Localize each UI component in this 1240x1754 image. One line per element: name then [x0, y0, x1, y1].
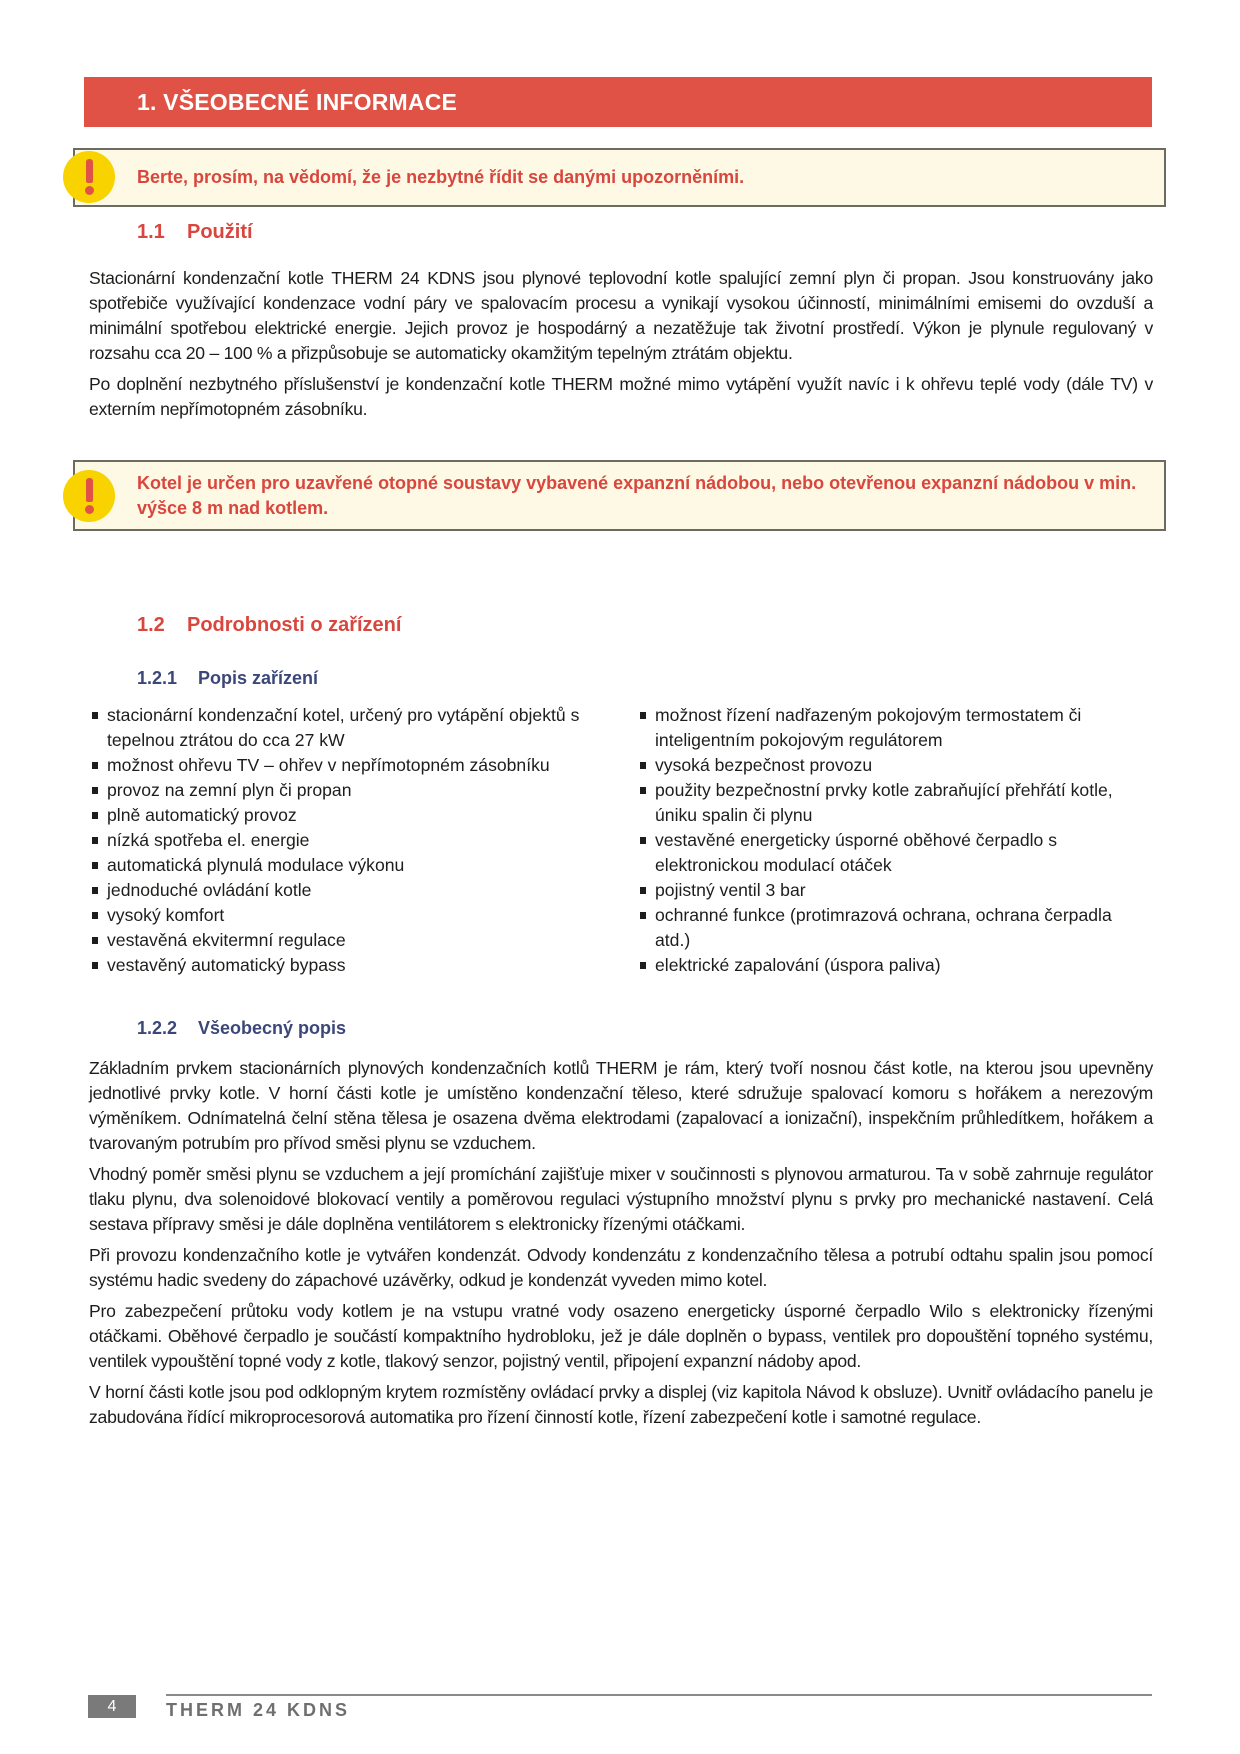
section-title: 1. VŠEOBECNÉ INFORMACE — [137, 89, 458, 115]
bullet-square-icon — [640, 762, 646, 769]
bullet-square-icon — [640, 787, 646, 794]
heading-number: 1.1 — [137, 221, 165, 243]
paragraph: Pro zabezpečení průtoku vody kotlem je na vstupu vratné vody osazeno energeticky úsporné čerpadlo Wilo s elektronicky řízenými otáčkami. Oběhové čerpadlo je součástí kompaktního hydrobloku, jež je dále doplněn o bypass, ventilek pro dopouštění topného systému, ventilek vypouštění topné vody z kotle, tlakový senzor, pojistný ventil, připojení expanzní nádoby apod. — [89, 1301, 1153, 1371]
list-item: vysoká bezpečnost provozu — [640, 753, 1140, 778]
paragraph: Stacionární kondenzační kotle THERM 24 KDNS jsou plynové teplovodní kotle spalující zemní plyn či propan. Jsou konstruovány jako spotřebiče využívající kondenzace vodní páry ve spalovacím procesu a vynikají vysokou účinností, minimálními emisemi do ovzduší a minimální spotřebou elektrické energie. Jejich provoz je hospodárný a nezatěžuje tak životní prostředí. Výkon je plynule regulovaný v rozsahu cca 20 – 100 % a přizpůsobuje se automaticky okamžitým tepelným ztrátám objektu. — [89, 268, 1153, 363]
bullet-square-icon — [92, 787, 98, 794]
section-1-1-body — [89, 266, 1153, 428]
bullet-square-icon — [640, 962, 646, 969]
bullet-square-icon — [92, 962, 98, 969]
list-item: provoz na zemní plyn či propan — [92, 778, 612, 803]
footer-product-name: THERM 24 KDNS — [166, 1700, 351, 1720]
heading-title: Podrobnosti o zařízení — [187, 614, 402, 636]
list-item: vestavěné energeticky úsporné oběhové čerpadlo s elektronickou modulací otáček — [640, 828, 1140, 878]
subsection-heading-1-2-1 — [137, 668, 318, 689]
list-item: vysoký komfort — [92, 903, 612, 928]
bullet-square-icon — [92, 837, 98, 844]
list-item: nízká spotřeba el. energie — [92, 828, 612, 853]
paragraph: Vhodný poměr směsi plynu se vzduchem a její promíchání zajišťuje mixer v součinnosti s plynovou armaturou. Ta v sobě zahrnuje regulátor tlaku plynu, dva solenoidové blokovací ventily a poměrovou regulaci výstupního množství plynu s prvky pro mechanické nastavení. Celá sestava přípravy směsi je dále doplněna ventilátorem s elektronicky řízenými otáčkami. — [89, 1164, 1153, 1234]
bullet-square-icon — [640, 912, 646, 919]
bullet-square-icon — [92, 862, 98, 869]
paragraph: Po doplnění nezbytného příslušenství je kondenzační kotle THERM možné mimo vytápění využít navíc i k ohřevu teplé vody (dále TV) v externím nepřímotopném zásobníku. — [89, 374, 1153, 419]
page-number: 4 — [88, 1695, 136, 1718]
list-item: plně automatický provoz — [92, 803, 612, 828]
paragraph: Při provozu kondenzačního kotle je vytvářen kondenzát. Odvody kondenzátu z kondenzačního tělesa a potrubí odtahu spalin jsou pomocí systému hadic svedeny do zápachové uzávěrky, odkud je kondenzát vyveden mimo kotel. — [89, 1245, 1153, 1290]
feature-list-left — [92, 703, 612, 978]
warning-notice — [73, 148, 1166, 207]
bullet-square-icon — [92, 912, 98, 919]
paragraph: V horní části kotle jsou pod odklopným krytem rozmístěny ovládací prvky a displej (viz kapitola Návod k obsluze). Uvnitř ovládacího panelu je zabudována řídící mikroprocesorová automatika pro řízení činností kotle, řízení zabezpečení kotle i samotné regulace. — [89, 1382, 1153, 1427]
list-item: možnost řízení nadřazeným pokojovým termostatem či inteligentním pokojovým regulátorem — [640, 703, 1140, 753]
bullet-square-icon — [92, 712, 98, 719]
warning-notice-text: Kotel je určen pro uzavřené otopné soustavy vybavené expanzní nádobou, nebo otevřenou expanzní nádobou v min. výšce 8 m nad kotlem. — [137, 473, 1137, 518]
feature-list-right — [640, 703, 1140, 978]
heading-title: Všeobecný popis — [198, 1018, 347, 1038]
list-item: možnost ohřevu TV – ohřev v nepřímotopném zásobníku — [92, 753, 612, 778]
bullet-square-icon — [92, 937, 98, 944]
warning-exclamation-icon — [63, 470, 115, 522]
subsection-heading-1-2-2 — [137, 1018, 346, 1039]
list-item: stacionární kondenzační kotel, určený pro vytápění objektů s tepelnou ztrátou do cca 27 kW — [92, 703, 612, 753]
bullet-square-icon — [640, 712, 646, 719]
bullet-square-icon — [92, 762, 98, 769]
list-item: ochranné funkce (protimrazová ochrana, ochrana čerpadla atd.) — [640, 903, 1140, 953]
list-item: elektrické zapalování (úspora paliva) — [640, 953, 1140, 978]
warning-exclamation-icon — [63, 151, 115, 203]
warning-notice — [73, 460, 1166, 531]
heading-number: 1.2 — [137, 614, 165, 636]
bullet-square-icon — [92, 812, 98, 819]
heading-title: Použití — [187, 221, 253, 243]
section-heading-1-1 — [137, 221, 253, 244]
heading-title: Popis zařízení — [198, 668, 319, 688]
bullet-square-icon — [640, 887, 646, 894]
list-item: vestavěná ekvitermní regulace — [92, 928, 612, 953]
heading-number: 1.2.1 — [137, 668, 178, 688]
list-item: jednoduché ovládání kotle — [92, 878, 612, 903]
heading-number: 1.2.2 — [137, 1018, 178, 1038]
footer-divider — [166, 1694, 1152, 1696]
warning-notice-text: Berte, prosím, na vědomí, že je nezbytné řídit se danými upozorněními. — [137, 167, 745, 187]
bullet-square-icon — [640, 837, 646, 844]
section-1-2-2-body — [89, 1056, 1153, 1436]
list-item: vestavěný automatický bypass — [92, 953, 612, 978]
list-item: pojistný ventil 3 bar — [640, 878, 1140, 903]
paragraph: Základním prvkem stacionárních plynových kondenzačních kotlů THERM je rám, který tvoří nosnou část kotle, na kterou jsou upevněny jednotlivé prvky kotle. V horní části kotle je umístěno kondenzační těleso, které sdružuje spalovací komoru s hořákem a nerezovým výměníkem. Odnímatelná čelní stěna tělesa je osazena dvěma elektrodami (zapalovací a ionizační), inspekčním průhledítkem, hořákem a tvarovaným potrubím pro přívod směsi plynu se vzduchem. — [89, 1058, 1153, 1153]
bullet-square-icon — [92, 887, 98, 894]
list-item: použity bezpečnostní prvky kotle zabraňující přehřátí kotle, úniku spalin či plynu — [640, 778, 1140, 828]
section-heading-1-2 — [137, 614, 401, 637]
list-item: automatická plynulá modulace výkonu — [92, 853, 612, 878]
section-header-bar — [84, 77, 1152, 127]
